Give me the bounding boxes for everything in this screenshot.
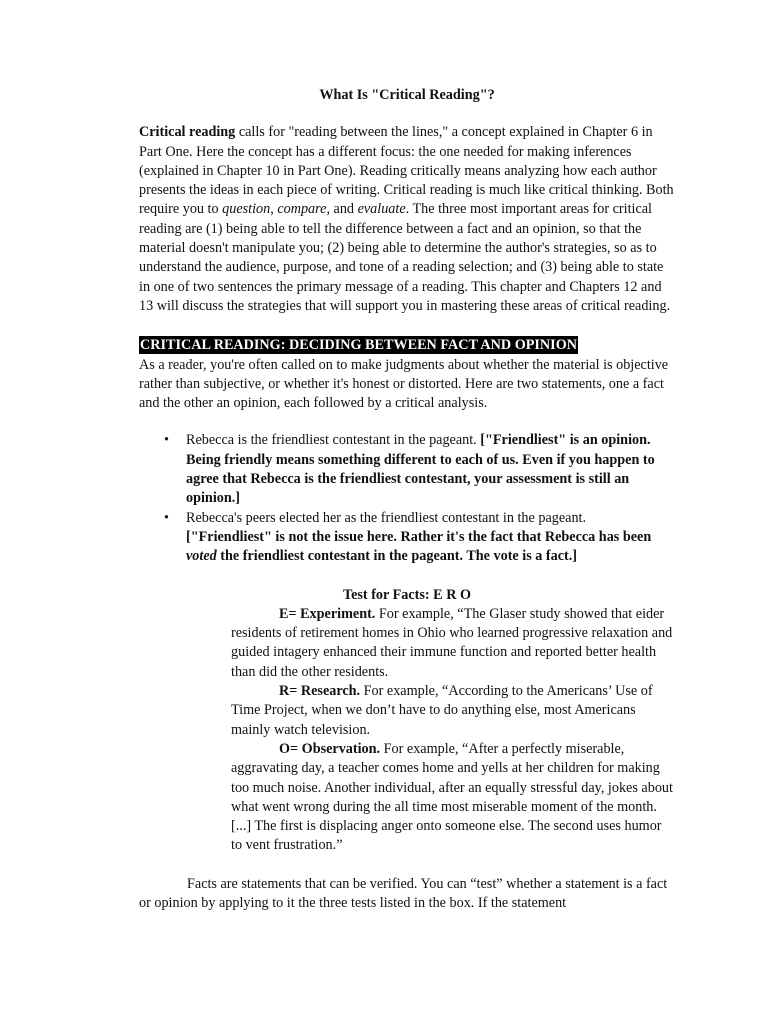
intro-text-2: . The three most important areas for critical reading are (1) being able to tell the difference between a fact and an opinion, so that the material doesn't manipulate you; (2) being able to determine the author's strategies, so as to understand the audience, purpose, and tone of a reading selection; and (3) being able to state in one of two sentences the primary message of a reading. This chapter and Chapters 12 and 13 will discuss the strategies that will support you in mastering these areas of critical reading. — [139, 201, 671, 314]
intro-evaluate: evaluate — [357, 201, 406, 218]
box-title: Test for Facts: E R O — [342, 586, 472, 603]
entry-text: For example, “After a perfectly miserable, aggravating day, a teacher comes home and yells at her children for making too much noise. Another individual, after an equally stressful day, jokes about what went wrong during the all time most miserable moment of the month. [...] The first is displacing anger onto someone else. The second uses humor to vent frustration.” — [231, 740, 673, 854]
bullet-statement: Rebecca is the friendliest contestant in the pageant. — [186, 432, 481, 449]
example-list — [139, 431, 675, 566]
intro-lead-term: Critical reading — [139, 124, 236, 141]
intro-compare: compare — [277, 201, 327, 218]
section-heading: CRITICAL READING: DECIDING BETWEEN FACT AND OPINION — [140, 337, 577, 354]
list-item — [139, 509, 675, 567]
intro-question: question — [222, 201, 271, 218]
facts-test-box — [139, 586, 675, 856]
intro-paragraph — [139, 123, 675, 316]
entry-observation — [231, 740, 675, 856]
bullet-icon: • — [164, 509, 169, 526]
intro-sep-1: , — [270, 201, 278, 218]
entry-text: For example, “According to the Americans’ Use of Time Project, when we don’t have to do anything else, most Americans mainly watch television. — [231, 683, 653, 738]
closing-paragraph: Facts are statements that can be verified. You can “test” whether a statement is a fact or opinion by applying to it the three tests listed in the box. If the statement — [139, 875, 668, 911]
entry-label: O= Observation. — [279, 740, 381, 757]
bullet-analysis-end: the friendliest contestant in the pageant. The vote is a fact.] — [216, 548, 578, 565]
section-body: As a reader, you're often called on to make judgments about whether the material is objective rather than subjective, or whether it's honest or distorted. Here are two statements, one a fact and the other an opinion, each followed by a critical analysis. — [139, 356, 669, 412]
entry-label: E= Experiment. — [279, 605, 376, 622]
entry-label: R= Research. — [279, 683, 361, 700]
bullet-analysis: ["Friendliest" is an opinion. Being friendly means something different to each of us. Even if you happen to agree that Rebecca is the friendliest contestant, your assessment is still an opinion.] — [186, 432, 655, 507]
bullet-analysis: ["Friendliest" is not the issue here. Rather it's the fact that Rebecca has been — [186, 528, 652, 545]
intro-sep-2: , and — [326, 201, 358, 218]
intro-text-1: calls for "reading between the lines," a concept explained in Chapter 6 in Part One. Here the concept has a different focus: the one needed for making inferences (explained in Chapter 10 in Part One). Reading critically means analyzing how each author presents the ideas in each piece of writing. Critical reading is much like critical thinking. Both require you to — [139, 124, 674, 218]
section-heading-wrap — [139, 336, 675, 355]
bullet-statement: Rebecca's peers elected her as the friendliest contestant in the pageant. — [186, 509, 587, 526]
document-page — [139, 86, 675, 913]
document-title: What Is "Critical Reading"? — [319, 87, 495, 103]
bullet-icon: • — [164, 432, 169, 449]
entry-research — [231, 682, 675, 740]
entry-text: For example, “The Glaser study showed that eider residents of retirement homes in Ohio who learned progressive relaxation and guided intagery enhanced their immune function and reported better health than did the other residents. — [231, 605, 673, 680]
list-item — [139, 431, 675, 508]
bullet-analysis-italic: voted — [186, 548, 217, 565]
entry-experiment — [231, 605, 675, 682]
